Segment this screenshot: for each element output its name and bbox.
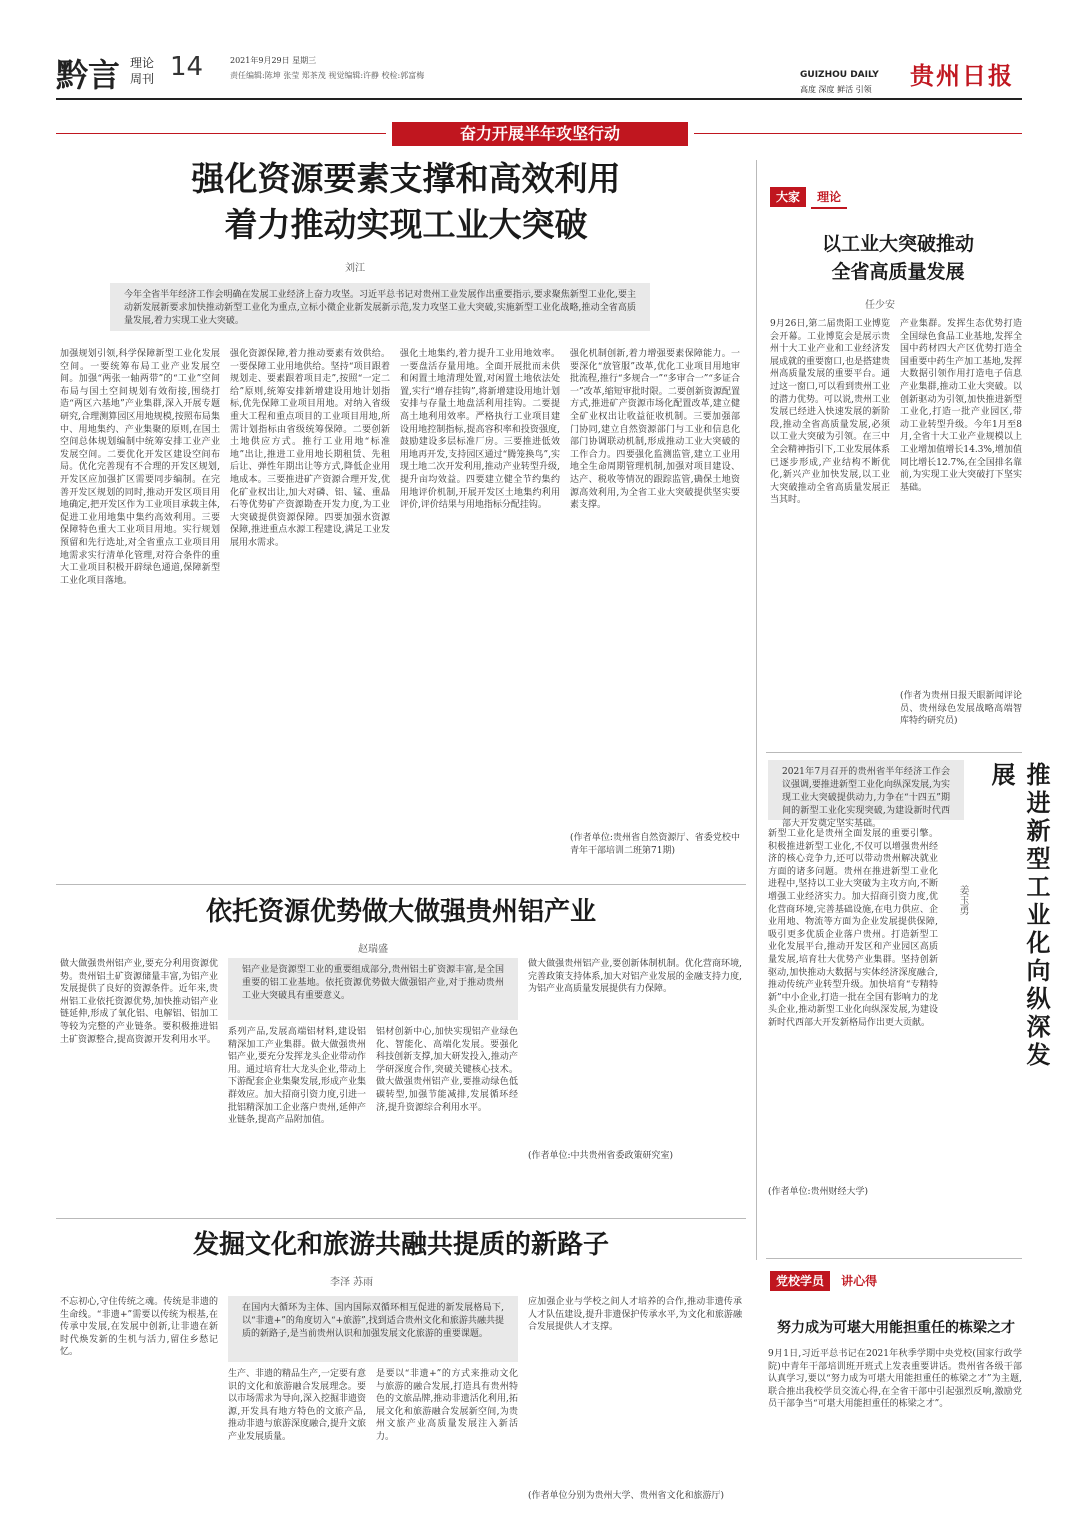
page-number: 14 <box>170 52 204 82</box>
sidebar1-author-note: (作者为贵州日报天眼新闻评论员、贵州绿色发展战略高端智库特约研究员) <box>900 691 1022 727</box>
masthead-subtitle-1: 理论 <box>130 56 155 70</box>
column-divider <box>756 160 757 1260</box>
sidebar3-tag <box>770 1270 883 1289</box>
sidebar2-body: 新型工业化是贵州全面发展的重要引擎。积极推进新型工业化,不仅可以增强贵州经济的核心竞争力,还可以带动贵州解决就业方面的诸多问题。贵州在推进新型工业化进程中,坚持以工业大突破为主攻方向,不断增强工业经济实力。加大招商引资力度,优化营商环境,完善基础设施,在电力供应、企业用地、物流等方面为企业发展提供保障,吸引更多优质企业落户贵州。打造新型工业化发展平台,推动开发区和产业园区高质量发展,培育壮大优势产业集群。坚持创新驱动,加快推动大数据与实体经济深度融合,推动传统产业转型升级。加快培育“专精特新”中小企业,打造一批在全国有影响力的龙头企业,推动新型工业化向纵深发展,为建设新时代西部大开发新格局作出更大贡献。 <box>768 829 938 1028</box>
masthead-logo: 黔言 <box>56 56 121 94</box>
column-tag-secondary: 理论 <box>811 187 847 209</box>
article3-author: 李泽 苏雨 <box>330 1277 374 1288</box>
column-tag-primary: 大家 <box>770 187 806 207</box>
sidebar1-title-line1: 以工业大突破推动 <box>821 233 974 255</box>
article2-author: 赵瑞盛 <box>358 944 388 955</box>
article3-lead: 在国内大循环为主体、国内国际双循环相互促进的新发展格局下,以“非遗+”的角度切入“+旅游”,找到适合贵州文化和旅游共融共提质的新路子,是当前贵州认识和加强发展文化旅游的重要课题。 <box>228 1296 518 1362</box>
section-banner: 奋力开展半年攻坚行动 <box>392 122 688 146</box>
sidebar1-column: 产业集群。发挥生态优势打造全国绿色食品工业基地,发挥全国中药材四大产区优势打造全国重要中药生产加工基地,发挥大数据引领作用打造电子信息产业集群,推动工业大突破。以创新驱动为引领,加快推进新型工业化,打造一批产业园区,带动工业转型升级。今年1月至8月,全省十大工业产业规模以上工业增加值增长14.3%,增加值同比增长12.7%,在全国排名靠前,为实现工业大突破打下坚实基础。 <box>900 319 1022 493</box>
sidebar2-author-note: (作者单位:贵州财经大学) <box>768 1187 869 1197</box>
sidebar1-tag <box>770 186 847 208</box>
sidebar1-author: 任少安 <box>865 300 895 311</box>
date-line: 2021年9月29日 星期三 <box>230 56 317 65</box>
article1-author-note: (作者单位:贵州省自然资源厅、省委党校中青年干部培训二班第71期) <box>570 833 740 856</box>
article3-column: 不忘初心,守住传统之魂。传统是非遗的生命线。“非遗+”需要以传统为根基,在传承中发展,在发展中创新,让非遗在新时代焕发新的生机与活力,留住乡愁记忆。 <box>60 1297 218 1358</box>
editors-line: 责任编辑:陈坤 张莹 郑茶茂 视觉编辑:许静 校检:郭富梅 <box>230 71 425 80</box>
section-divider <box>766 1258 1022 1259</box>
paper-name-logo: 贵州日报 <box>910 61 1014 90</box>
section-divider <box>56 1218 746 1219</box>
article2-author-note: (作者单位:中共贵州省委政策研究室) <box>528 1151 674 1161</box>
paper-en: GUIZHOU DAILY <box>800 70 879 80</box>
banner-rule <box>694 133 1022 134</box>
masthead-rule <box>56 98 1022 100</box>
article3-column: 应加强企业与学校之间人才培养的合作,推动非遗传承人才队伍建设,提升非遗保护传承水平,为文化和旅游融合发展提供人才支撑。 <box>528 1297 742 1333</box>
sidebar2-vertical-title: 推进新型工业化向纵深发展 <box>987 762 1050 1070</box>
sidebar1-column: 9月26日,第二届贵阳工业博览会开幕。工业博览会是展示贵州十大工业产业和工业经济发展成就的重要窗口,也是搭建贵州高质量发展的重要平台。通过这一窗口,可以看到贵州工业的潜力优势。可以说,贵州工业发展已经进入快速发展的新阶段,推动全省高质量发展,必须以工业大突破为引领。在三中全会精神指引下,工业发展体系已逐步形成,产业结构不断优化,新兴产业加快发展,以工业大突破推动全省高质量发展正当其时。 <box>770 319 890 506</box>
article2-column: 铝材创新中心,加快实现铝产业绿色化、智能化、高端化发展。要强化科技创新支撑,加大研发投入,推动产学研深度合作,突破关键核心技术。做大做强贵州铝产业,要推动绿色低碳转型,加强节能减排,发展循环经济,提升资源综合利用水平。 <box>376 1027 518 1113</box>
article1-column: 强化土地集约,着力提升工业用地效率。一要盘活存量用地。全面开展批而未供和闲置土地清理处置,对闲置土地依法处置,实行“增存挂钩”,将新增建设用地计划安排与存量土地盘活利用挂钩。二要提高土地利用效率。严格执行工业项目建设用地控制指标,提高容积率和投资强度,鼓励建设多层标准厂房。三要推进低效用地再开发,支持园区通过“腾笼换鸟”,实现土地二次开发利用,推动产业转型升级,提升亩均效益。四要建立健全节约集约用地评价机制,开展开发区土地集约利用评价,评价结果与用地指标分配挂钩。 <box>400 349 560 511</box>
sidebar3-title: 努力成为可堪大用能担重任的栋梁之才 <box>777 1320 1015 1336</box>
masthead-subtitle-2: 周刊 <box>130 72 155 86</box>
article3-author-note: (作者单位分别为贵州大学、贵州省文化和旅游厅) <box>528 1491 725 1501</box>
masthead <box>0 0 1080 96</box>
article1-author: 刘江 <box>345 263 365 274</box>
sidebar3-body: 9月1日,习近平总书记在2021年秋季学期中央党校(国家行政学院)中青年干部培训班开班式上发表重要讲话。贵州省各级干部认真学习,要以“努力成为可堪大用能担重任的栋梁之才”为主题,联合推出我校学员交流心得,在全省干部中引起强烈反响,激励党员干部争当“可堪大用能担重任的栋梁之才”。 <box>768 1349 1022 1410</box>
article1-column: 强化机制创新,着力增强要素保障能力。一要深化“放管服”改革,优化工业项目用地审批流程,推行“多规合一”“多审合一”“多证合一”改革,缩短审批时限。二要创新资源配置方式,推进矿产资源市场化配置改革,建立健全矿业权出让收益征收机制。三要加强部门协同,建立自然资源部门与工业和信息化部门协调联动机制,形成推动工业大突破的工作合力。四要强化监测监管,建立工业用地全生命周期管理机制,加强对项目建设、达产、税收等情况的跟踪监管,确保土地资源高效利用,为全省工业大突破提供坚实要素支撑。 <box>570 349 740 511</box>
article1-title-line2: 着力推动实现工业大突破 <box>224 205 588 244</box>
article1-title <box>56 156 756 248</box>
section-divider <box>56 884 746 885</box>
article3-column: 是要以“非遗+”的方式来推动文化与旅游的融合发展,打造具有贵州特色的文旅品牌,推动非遗活化利用,拓展文化和旅游融合发展新空间,为贵州文旅产业高质量发展注入新活力。 <box>376 1369 518 1442</box>
paper-slogan: 高度 深度 鲜活 引领 <box>800 85 872 94</box>
article3-title: 发掘文化和旅游共融共提质的新路子 <box>192 1230 609 1260</box>
column-tag-primary: 党校学员 <box>770 1271 830 1291</box>
article1-title-line1: 强化资源要素支撑和高效利用 <box>191 159 621 198</box>
sidebar2-author: 姜玉勇 <box>957 885 968 915</box>
sidebar1-title <box>770 230 1026 286</box>
article2-column: 系列产品,发展高端铝材料,建设铝精深加工产业集群。做大做强贵州铝产业,要充分发挥龙头企业带动作用。通过培育壮大龙头企业,带动上下游配套企业集聚发展,形成产业集群效应。加大招商引资力度,引进一批铝精深加工企业落户贵州,延伸产业链条,提高产品附加值。 <box>228 1027 366 1126</box>
article2-lead: 铝产业是资源型工业的重要组成部分,贵州铝土矿资源丰富,是全国重要的铝工业基地。依托资源优势做大做强铝产业,对于推动贵州工业大突破具有重要意义。 <box>228 958 518 1020</box>
article2-column: 做大做强贵州铝产业,要创新体制机制。优化营商环境,完善政策支持体系,加大对铝产业发展的金融支持力度,为铝产业高质量发展提供有力保障。 <box>528 959 742 995</box>
article1-column: 加强规划引领,科学保障新型工业化发展空间。一要统筹布局工业产业发展空间。加强“两张一轴两带”的“工业”空间布局与国土空间规划有效衔接,围绕打造“两区六基地”产业集群,深入开展专题研究,合理测算园区用地规模,按照布局集中、用地集约、产业集聚的原则,在国土空间总体规划编制中统筹安排工业产业发展空间。二要优化开发区建设空间布局。优化完善现有不合理的开发区规划,开发区应加强扩区需要同步编制。在完善开发区规划的同时,推动开发区项目用地确定,把开发区作为工业项目承载主体,促进工业用地集中集约高效利用。三要保障特色重大工业项目用地。实行规划预留和先行选址,对全省重点工业项目用地需求实行清单化管理,对符合条件的重大工业项目积极开辟绿色通道,保障新型工业化项目落地。 <box>60 349 220 586</box>
article1-lead: 今年全省半年经济工作会明确在发展工业经济上奋力攻坚。习近平总书记对贵州工业发展作出重要指示,要求聚焦新型工业化,要主动新发展新要求加快推动新型工业化为重点,立标小微企业新发展新示范,发力攻坚工业大突破,实施新型工业化战略,推动全省高质量发展,着力实现工业大突破。 <box>110 283 650 331</box>
banner-rule <box>56 133 386 134</box>
article2-title: 依托资源优势做大做强贵州铝产业 <box>205 897 596 927</box>
section-divider <box>766 752 1022 753</box>
sidebar2-lead: 2021年7月召开的贵州省半年经济工作会议强调,要推进新型工业化向纵深发展,为实现工业大突破提供动力,力争在“十四五”期间的新型工业化实现突破,为建设新时代西部大开发奠定坚实基础。 <box>768 760 964 820</box>
article1-column: 强化资源保障,着力推动要素有效供给。一要保障工业用地供给。坚持“项目跟着规划走、要素跟着项目走”,按照“一定二给”原则,统筹安排新增建设用地计划指标,优先保障工业项目用地。对纳入省级重大工程和重点项目的工业项目用地,所需计划指标由省级统筹保障。二要创新土地供应方式。推行工业用地“标准地”出让,推进工业用地长期租赁、先租后让、弹性年期出让等方式,降低企业用地成本。三要推进矿产资源合理开发,优化矿业权出让,加大对磷、铝、锰、重晶石等优势矿产资源勘查开发力度,为工业大突破提供资源保障。四要加强水资源保障,推进重点水源工程建设,满足工业发展用水需求。 <box>230 349 390 548</box>
article2-column: 做大做强贵州铝产业,要充分利用资源优势。贵州铝土矿资源储量丰富,为铝产业发展提供了良好的资源条件。近年来,贵州铝工业依托资源优势,加快推动铝产业链延伸,形成了氧化铝、电解铝、铝加工等较为完整的产业链条。要积极推进铝土矿资源整合,提高资源开发利用水平。 <box>60 959 218 1045</box>
column-tag-secondary: 讲心得 <box>841 1274 878 1288</box>
sidebar1-title-line2: 全省高质量发展 <box>831 261 965 283</box>
article3-column: 生产、非遗的精品生产,一定要有意识的文化和旅游融合发展理念。要以市场需求为导向,深入挖掘非遗资源,开发具有地方特色的文旅产品,推动非遗与旅游深度融合,提升文旅产业发展质量。 <box>228 1369 366 1442</box>
